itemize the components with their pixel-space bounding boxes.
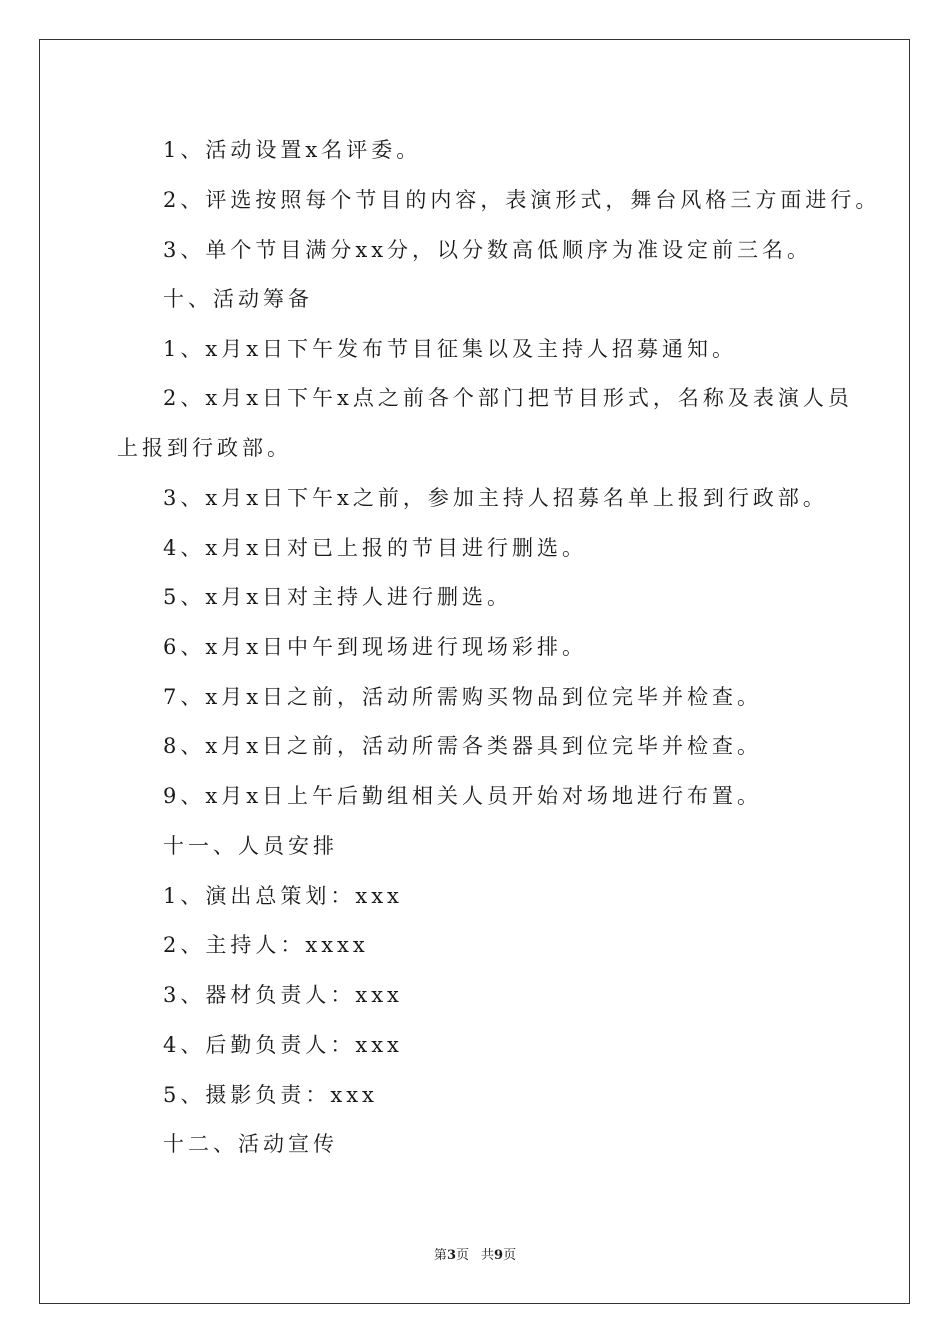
paragraph: 2、主持人：xxxx: [163, 933, 369, 957]
paragraph: 1、x月x日下午发布节目征集以及主持人招募通知。: [163, 337, 738, 361]
paragraph: 1、活动设置x名评委。: [163, 138, 422, 162]
paragraph-continuation: 上报到行政部。: [117, 436, 292, 460]
total-prefix: 共: [481, 1248, 495, 1263]
page-total: 9: [494, 1248, 504, 1263]
page-footer: [0, 1247, 950, 1265]
section-heading: 十、活动筹备: [163, 287, 313, 311]
paragraph: 3、单个节目满分xx分，以分数高低顺序为准设定前三名。: [163, 238, 813, 262]
paragraph: 6、x月x日中午到现场进行现场彩排。: [163, 635, 588, 659]
total-suffix: 页: [503, 1248, 517, 1263]
section-heading: 十一、人员安排: [163, 834, 338, 858]
paragraph: 2、评选按照每个节目的内容，表演形式，舞台风格三方面进行。: [163, 188, 881, 212]
paragraph: 1、演出总策划：xxx: [163, 884, 403, 908]
paragraph: 9、x月x日上午后勤组相关人员开始对场地进行布置。: [163, 784, 763, 808]
paragraph: 5、x月x日对主持人进行删选。: [163, 585, 513, 609]
paragraph: 8、x月x日之前，活动所需各类器具到位完毕并检查。: [163, 734, 763, 758]
paragraph: 3、x月x日下午x之前，参加主持人招募名单上报到行政部。: [163, 486, 828, 510]
paragraph: 4、x月x日对已上报的节目进行删选。: [163, 536, 588, 560]
paragraph: 4、后勤负责人：xxx: [163, 1033, 403, 1057]
page-number: 3: [446, 1248, 456, 1263]
paragraph: 2、x月x日下午x点之前各个部门把节目形式，名称及表演人员: [163, 386, 853, 410]
page-border: [39, 39, 910, 1304]
page-prefix: 第: [433, 1248, 447, 1263]
paragraph: 5、摄影负责：xxx: [163, 1083, 378, 1107]
section-heading: 十二、活动宣传: [163, 1132, 338, 1156]
paragraph: 7、x月x日之前，活动所需购买物品到位完毕并检查。: [163, 685, 763, 709]
page-suffix: 页: [455, 1248, 469, 1263]
paragraph: 3、器材负责人：xxx: [163, 983, 403, 1007]
